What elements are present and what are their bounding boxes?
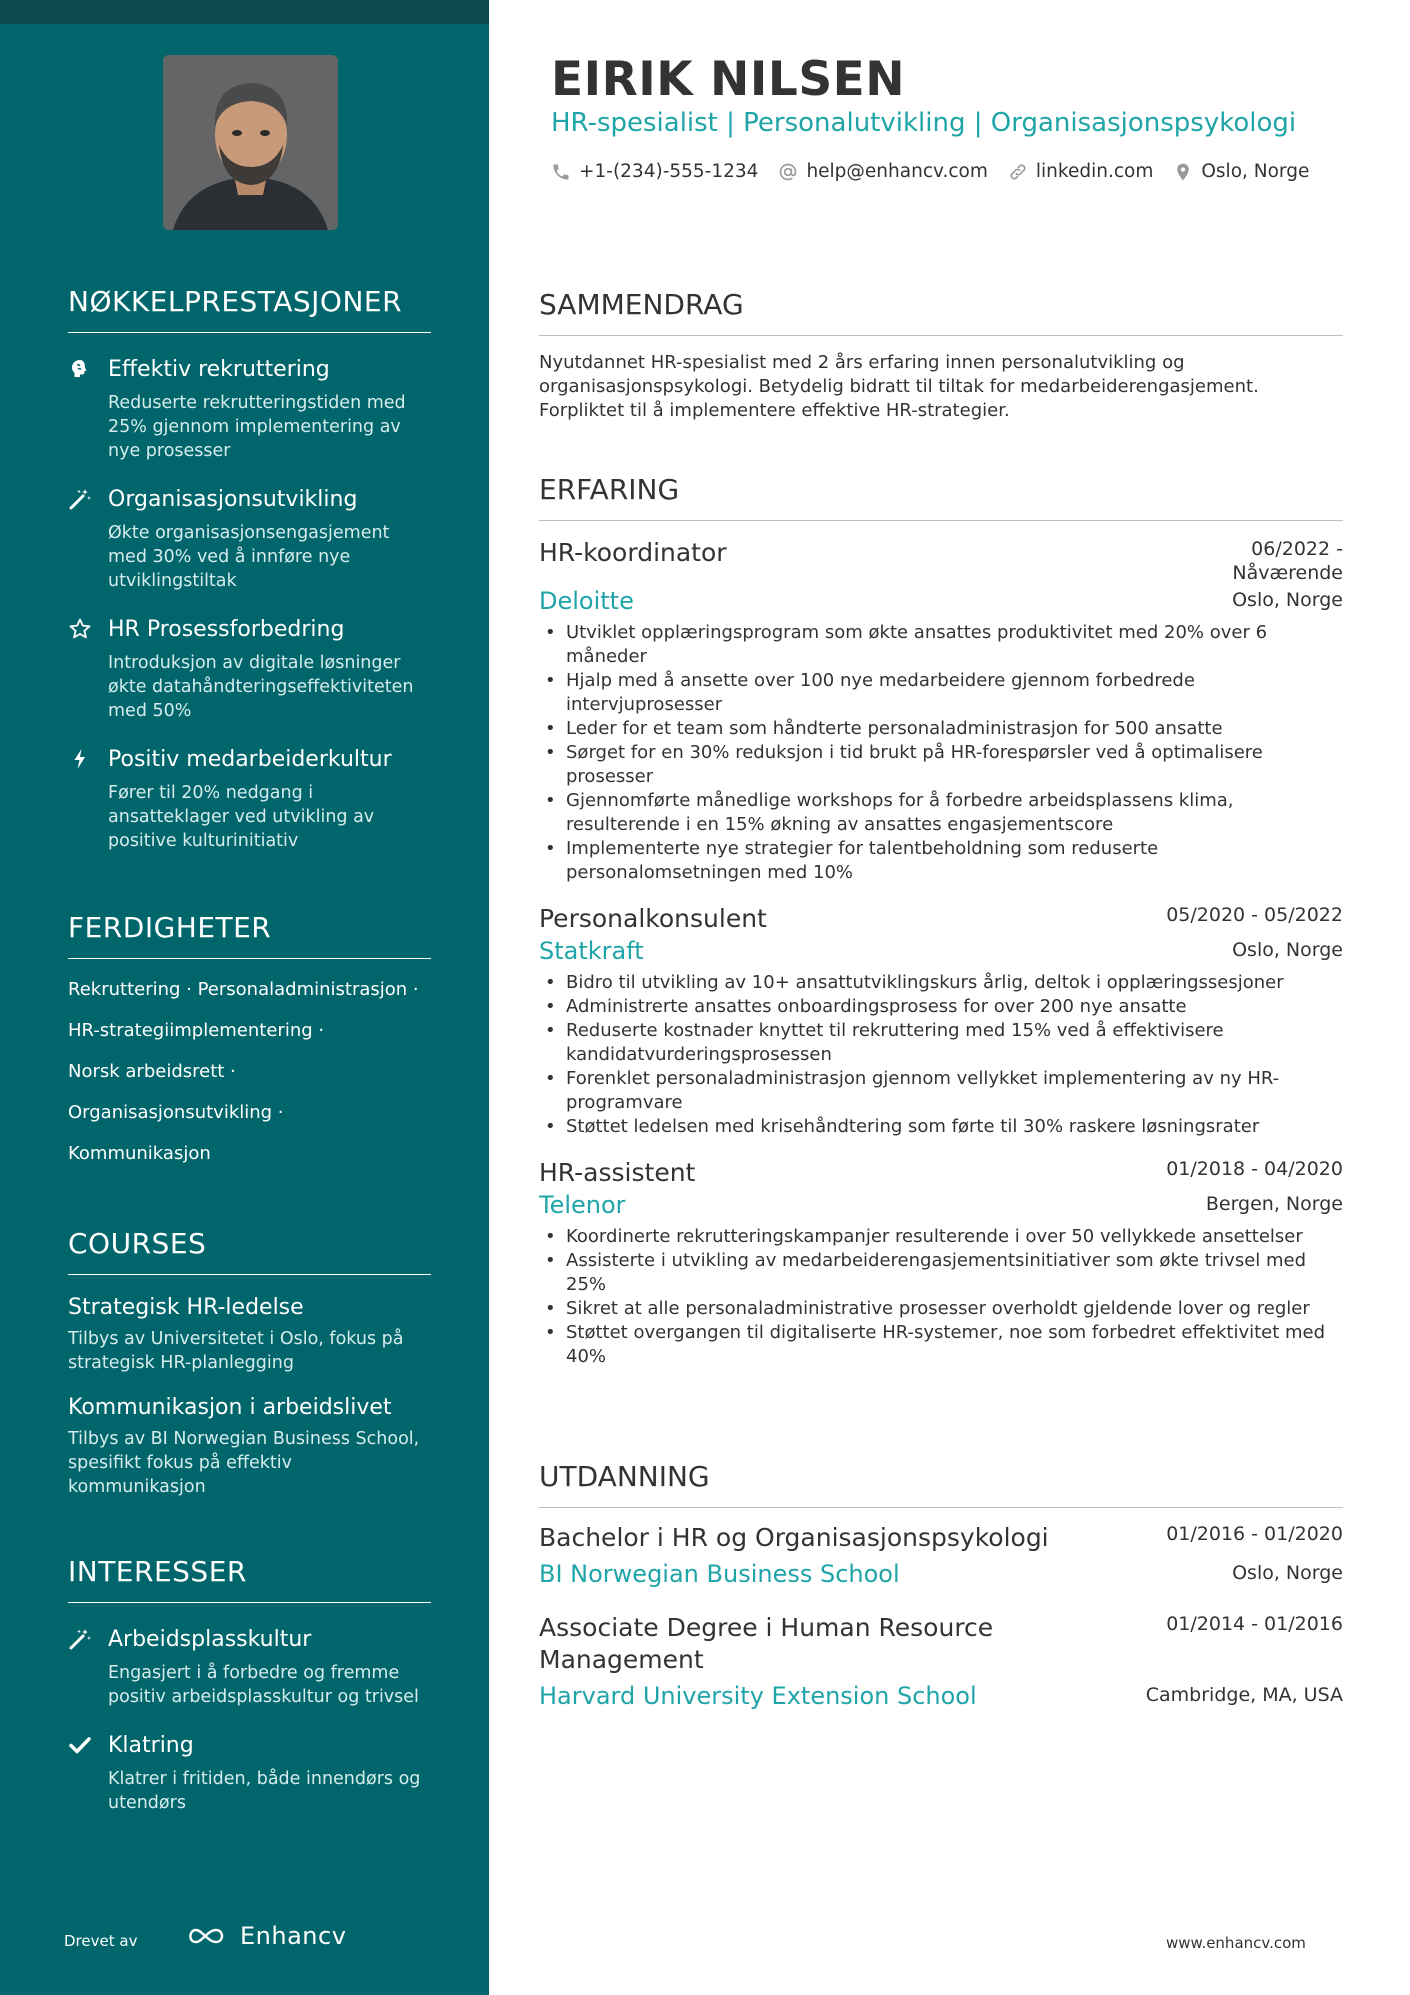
location-text: Oslo, Norge bbox=[1201, 161, 1310, 182]
skill-item: Organisasjonsutvikling · bbox=[68, 1102, 284, 1123]
skills-title: FERDIGHETER bbox=[68, 911, 431, 959]
interest-desc: Engasjert i å forbedre og fremme positiv arbeidsplasskultur og trivsel bbox=[108, 1663, 419, 1707]
education-section bbox=[539, 1460, 1343, 1712]
magic-wand-icon bbox=[68, 487, 92, 511]
course-item bbox=[68, 1293, 431, 1375]
achievement-item bbox=[68, 485, 431, 593]
education-location: Oslo, Norge bbox=[1232, 1562, 1343, 1584]
education-title: UTDANNING bbox=[539, 1460, 1343, 1508]
job-date: 05/2020 - 05/2022 bbox=[1166, 904, 1343, 926]
skill-item: Kommunikasjon bbox=[68, 1143, 211, 1164]
phone-icon bbox=[551, 162, 571, 182]
job-bullet: • Administrerte ansattes onboardingsprosess for over 200 nye ansatte bbox=[539, 995, 1343, 1019]
education-date: 01/2014 - 01/2016 bbox=[1166, 1613, 1343, 1635]
sidebar-top-bar bbox=[0, 0, 489, 24]
skill-item: Norsk arbeidsrett · bbox=[68, 1061, 236, 1082]
skill-item: HR-strategiimplementering · bbox=[68, 1020, 325, 1041]
school-name: BI Norwegian Business School bbox=[539, 1560, 900, 1588]
job-bullet: • Bidro til utvikling av 10+ ansattutviklingskurs årlig, deltok i opplæringssesjoner bbox=[539, 971, 1343, 995]
linkedin-text: linkedin.com bbox=[1035, 161, 1154, 182]
summary-title: SAMMENDRAG bbox=[539, 288, 1343, 336]
skills-list bbox=[68, 977, 431, 1167]
course-title: Strategisk HR-ledelse bbox=[68, 1295, 304, 1320]
course-desc: Tilbys av Universitetet i Oslo, fokus på strategisk HR-planlegging bbox=[68, 1329, 404, 1373]
interest-desc: Klatrer i fritiden, både innendørs og utendørs bbox=[108, 1769, 421, 1813]
job-bullet: • Implementerte nye strategier for talentbeholdning som reduserte personalomsetningen med 10% bbox=[539, 837, 1343, 885]
experience-title: ERFARING bbox=[539, 473, 1343, 521]
achievement-item bbox=[68, 355, 431, 463]
contact-bar bbox=[551, 161, 1309, 182]
summary-text: Nyutdannet HR-spesialist med 2 års erfaring innen personalutvikling og organisasjonspsykologi. Betydelig bidratt til tiltak for medarbeiderengasjement. Forpliktet til å implementere effektive HR-strategier. bbox=[539, 352, 1259, 421]
job-location: Oslo, Norge bbox=[1232, 589, 1343, 611]
contact-location bbox=[1173, 161, 1309, 182]
job-company: Telenor bbox=[539, 1191, 626, 1219]
achievement-item bbox=[68, 615, 431, 723]
candidate-headline: HR-spesialist | Personalutvikling | Organisasjonspsykologi bbox=[551, 108, 1297, 138]
degree-title: Bachelor i HR og Organisasjonspsykologi bbox=[539, 1523, 1049, 1552]
job-title: HR-assistent bbox=[539, 1158, 696, 1187]
job-bullet: • Assisterte i utvikling av medarbeiderengasjementsinitiativer som økte trivsel med 25% bbox=[539, 1249, 1343, 1297]
job-bullet: • Sørget for en 30% reduksjon i tid brukt på HR-forespørsler ved å optimalisere prosesser bbox=[539, 741, 1343, 789]
achievement-desc: Økte organisasjonsengasjement med 30% ved å innføre nye utviklingstiltak bbox=[108, 523, 390, 591]
job-bullet: • Koordinerte rekrutteringskampanjer resulterende i over 50 vellykkede ansettelser bbox=[539, 1225, 1343, 1249]
interest-item bbox=[68, 1731, 431, 1815]
job-location: Oslo, Norge bbox=[1232, 939, 1343, 961]
profile-photo-image bbox=[163, 55, 338, 230]
infinity-icon bbox=[184, 1924, 230, 1948]
phone-text: +1-(234)-555-1234 bbox=[579, 161, 759, 182]
skills-section bbox=[68, 911, 431, 1182]
enhancv-logo-text: Enhancv bbox=[240, 1922, 347, 1950]
job-bullet: • Forenklet personaladministrasjon gjennom vellykket implementering av ny HR-programvare bbox=[539, 1067, 1343, 1115]
job-bullet: • Sikret at alle personaladministrative prosesser overholdt gjeldende lover og regler bbox=[539, 1297, 1343, 1321]
job-location: Bergen, Norge bbox=[1205, 1193, 1343, 1215]
job-bullet: • Reduserte kostnader knyttet til rekruttering med 15% ved å effektivisere kandidatvurderingsprosessen bbox=[539, 1019, 1343, 1067]
job-company: Deloitte bbox=[539, 587, 634, 615]
job-entry bbox=[539, 903, 1343, 1139]
courses-title: COURSES bbox=[68, 1227, 431, 1275]
achievement-title: HR Prosessforbedring bbox=[108, 617, 345, 642]
courses-section bbox=[68, 1227, 431, 1499]
email-text: help@enhancv.com bbox=[806, 161, 988, 182]
achievement-title: Positiv medarbeiderkultur bbox=[108, 747, 392, 772]
job-bullets bbox=[539, 621, 1343, 885]
interest-item bbox=[68, 1625, 431, 1709]
powered-by-label: Drevet av bbox=[64, 1932, 138, 1950]
education-location: Cambridge, MA, USA bbox=[1145, 1684, 1343, 1706]
interest-title: Klatring bbox=[108, 1733, 194, 1758]
candidate-name: EIRIK NILSEN bbox=[551, 52, 906, 107]
lightning-icon bbox=[68, 747, 92, 771]
course-item bbox=[68, 1393, 431, 1499]
job-bullets bbox=[539, 1225, 1343, 1369]
job-date: 06/2022 - Nåværende bbox=[1232, 538, 1343, 584]
achievement-desc: Fører til 20% nedgang i ansatteklager ved utvikling av positive kulturinitiativ bbox=[108, 783, 375, 851]
achievement-desc: Reduserte rekrutteringstiden med 25% gjennom implementering av nye prosesser bbox=[108, 393, 406, 461]
magic-wand-icon bbox=[68, 1627, 92, 1651]
course-title: Kommunikasjon i arbeidslivet bbox=[68, 1395, 392, 1420]
job-title: Personalkonsulent bbox=[539, 904, 767, 933]
achievements-title: NØKKELPRESTASJONER bbox=[68, 285, 431, 333]
education-date: 01/2016 - 01/2020 bbox=[1166, 1523, 1343, 1545]
job-date: 01/2018 - 04/2020 bbox=[1166, 1158, 1343, 1180]
summary-section bbox=[539, 288, 1343, 423]
degree-title: Associate Degree i Human Resource Management bbox=[539, 1613, 994, 1674]
enhancv-logo[interactable] bbox=[184, 1922, 346, 1950]
job-bullet: • Utviklet opplæringsprogram som økte ansattes produktivitet med 20% over 6 måneder bbox=[539, 621, 1343, 669]
job-bullet: • Leder for et team som håndterte personaladministrasjon for 500 ansatte bbox=[539, 717, 1343, 741]
achievement-title: Effektiv rekruttering bbox=[108, 357, 330, 382]
interest-title: Arbeidsplasskultur bbox=[108, 1627, 312, 1652]
skill-item: Rekruttering · Personaladministrasjon · bbox=[68, 979, 419, 1000]
job-bullet: • Støttet ledelsen med krisehåndtering som førte til 30% raskere løsningsrater bbox=[539, 1115, 1343, 1139]
achievement-item bbox=[68, 745, 431, 853]
brain-icon bbox=[68, 357, 92, 381]
job-bullet: • Støttet overgangen til digitaliserte HR-systemer, noe som forbedret effektivitet med 40% bbox=[539, 1321, 1343, 1369]
location-pin-icon bbox=[1173, 162, 1193, 182]
education-entry bbox=[539, 1522, 1343, 1590]
profile-photo bbox=[163, 55, 338, 230]
achievement-desc: Introduksjon av digitale løsninger økte datahåndteringseffektiviteten med 50% bbox=[108, 653, 414, 721]
at-sign-icon bbox=[778, 162, 798, 182]
star-icon bbox=[68, 617, 92, 641]
footer-url[interactable]: www.enhancv.com bbox=[1166, 1934, 1306, 1952]
achievements-section bbox=[68, 285, 431, 853]
job-entry bbox=[539, 537, 1343, 885]
contact-linkedin[interactable] bbox=[1008, 161, 1153, 182]
job-bullet: • Hjalp med å ansette over 100 nye medarbeidere gjennom forbedrede intervjuprosesser bbox=[539, 669, 1343, 717]
course-desc: Tilbys av BI Norwegian Business School, spesifikt fokus på effektiv kommunikasjon bbox=[68, 1429, 420, 1497]
contact-phone[interactable] bbox=[551, 161, 758, 182]
job-entry bbox=[539, 1157, 1343, 1369]
interests-section bbox=[68, 1555, 431, 1815]
achievement-title: Organisasjonsutvikling bbox=[108, 487, 358, 512]
checkmark-icon bbox=[68, 1733, 92, 1757]
job-company: Statkraft bbox=[539, 937, 644, 965]
job-title: HR-koordinator bbox=[539, 538, 727, 567]
sidebar bbox=[0, 0, 489, 1995]
experience-section bbox=[539, 473, 1343, 1369]
link-icon bbox=[1008, 162, 1028, 182]
contact-email[interactable] bbox=[778, 161, 987, 182]
job-bullets bbox=[539, 971, 1343, 1139]
job-bullet: • Gjennomførte månedlige workshops for å forbedre arbeidsplassens klima, resulterende i en 15% økning av ansattes engasjementscore bbox=[539, 789, 1343, 837]
education-entry bbox=[539, 1612, 1343, 1712]
school-name: Harvard University Extension School bbox=[539, 1682, 977, 1710]
interests-title: INTERESSER bbox=[68, 1555, 431, 1603]
